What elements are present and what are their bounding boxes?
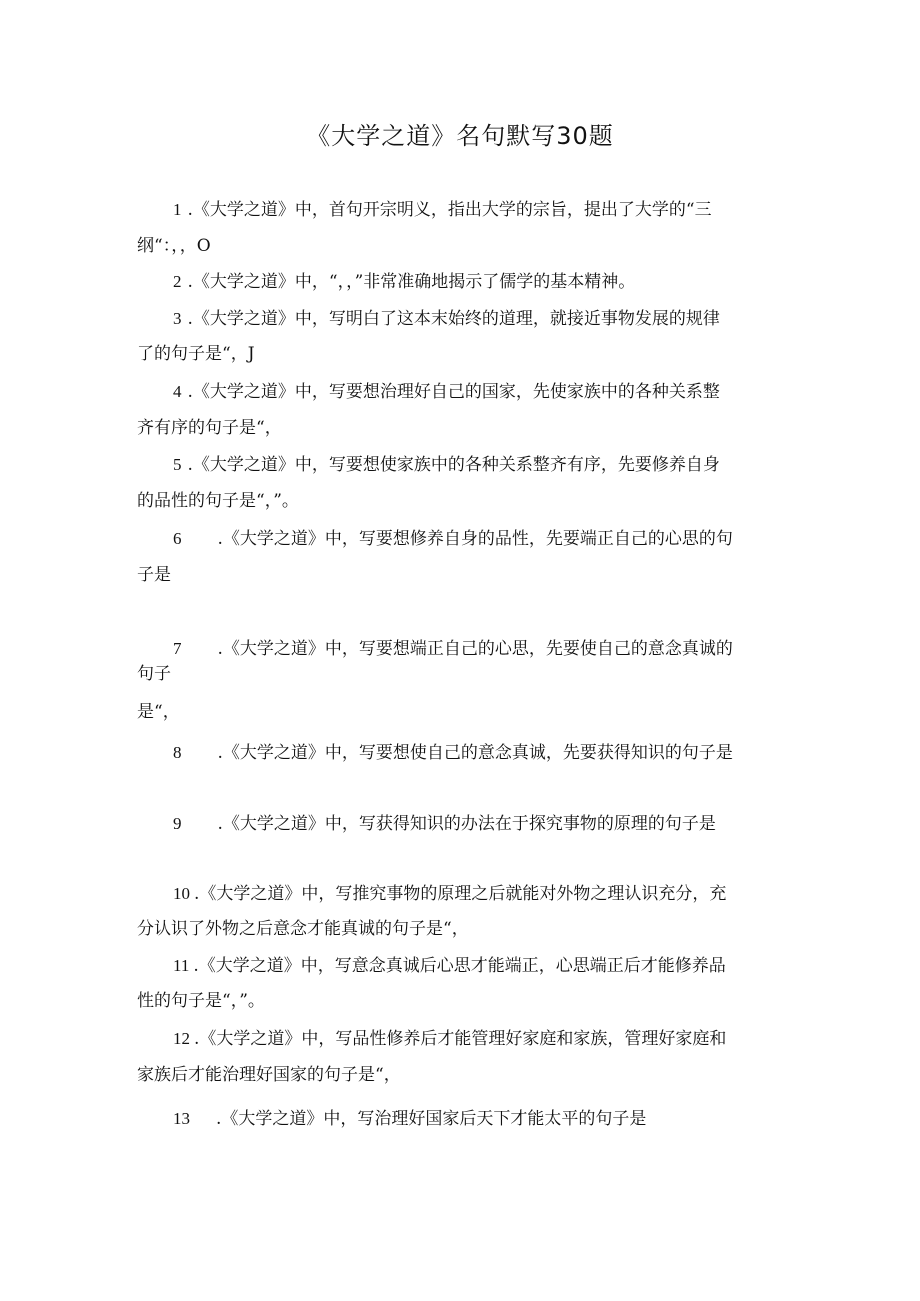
- question-number: 7: [173, 639, 182, 658]
- question-text: .《大学之道》中，写治理好国家后天下才能太平的句子是: [216, 1109, 647, 1129]
- question-text: .《大学之道》中，写明白了这本末始终的道理，就接近事物发展的规律: [187, 309, 720, 329]
- question-number: 4: [173, 382, 182, 401]
- question-number: 1: [173, 200, 182, 219]
- question-number: 11: [173, 956, 190, 975]
- question-11: [173, 954, 726, 978]
- question-text: .《大学之道》中，写意念真诚后心思才能端正，心思端正后才能修养品: [193, 956, 726, 976]
- question-number: 8: [173, 743, 182, 762]
- document-title: 《大学之道》名句默写30题: [306, 122, 614, 150]
- question-4-continuation: 齐有序的句子是“，: [137, 418, 282, 438]
- question-text: .《大学之道》中，写品性修养后才能管理好家庭和家族，管理好家庭和: [194, 1029, 727, 1049]
- question-text: .《大学之道》中，写获得知识的办法在于探究事物的原理的句子是: [217, 814, 716, 834]
- question-text: .《大学之道》中，写要想治理好自己的国家，先使家族中的各种关系整: [187, 382, 720, 402]
- question-text: .《大学之道》中，“，，”非常准确地揭示了儒学的基本精神。: [187, 272, 636, 292]
- question-5-continuation: 的品性的句子是“，”。: [137, 491, 299, 511]
- question-13: [173, 1107, 646, 1131]
- question-text: .《大学之道》中，写推究事物的原理之后就能对外物之理认识充分，充: [194, 884, 727, 904]
- question-number: 3: [173, 309, 182, 328]
- question-number: 6: [173, 529, 182, 548]
- question-text: .《大学之道》中，首句开宗明义，指出大学的宗旨，提出了大学的“三: [187, 200, 712, 220]
- question-number: 9: [173, 814, 182, 833]
- question-7-continuation-2: 是“，: [137, 702, 180, 722]
- question-text: .《大学之道》中，写要想使自己的意念真诚，先要获得知识的句子是: [217, 743, 733, 763]
- question-number: 13: [173, 1109, 190, 1128]
- question-number: 12: [173, 1029, 190, 1048]
- question-3-continuation: 了的句子是“，J: [137, 344, 255, 364]
- question-1: [173, 198, 712, 222]
- question-4: [173, 380, 720, 404]
- question-11-continuation: 性的句子是“，”。: [137, 991, 265, 1011]
- question-6-continuation: 子是: [137, 565, 171, 585]
- question-8: [173, 741, 733, 765]
- question-number: 5: [173, 455, 182, 474]
- question-10: [173, 882, 726, 906]
- question-number: 2: [173, 272, 182, 291]
- question-5: [173, 453, 720, 477]
- question-7-continuation: 句子: [137, 664, 171, 684]
- question-10-continuation: 分认识了外物之后意念才能真诚的句子是“，: [137, 919, 469, 939]
- question-12-continuation: 家族后才能治理好国家的句子是“，: [137, 1065, 401, 1085]
- question-1-continuation: 纲“：，，O: [137, 236, 211, 256]
- question-number: 10: [173, 884, 190, 903]
- question-text: .《大学之道》中，写要想使家族中的各种关系整齐有序，先要修养自身: [187, 455, 720, 475]
- question-text: .《大学之道》中，写要想端正自己的心思，先要使自己的意念真诚的: [217, 639, 733, 659]
- question-6: [173, 527, 733, 551]
- question-text: .《大学之道》中，写要想修养自身的品性，先要端正自己的心思的句: [217, 529, 733, 549]
- question-3: [173, 307, 720, 331]
- question-2: [173, 270, 635, 294]
- question-7: [173, 637, 733, 661]
- question-9: [173, 812, 716, 836]
- question-12: [173, 1027, 726, 1051]
